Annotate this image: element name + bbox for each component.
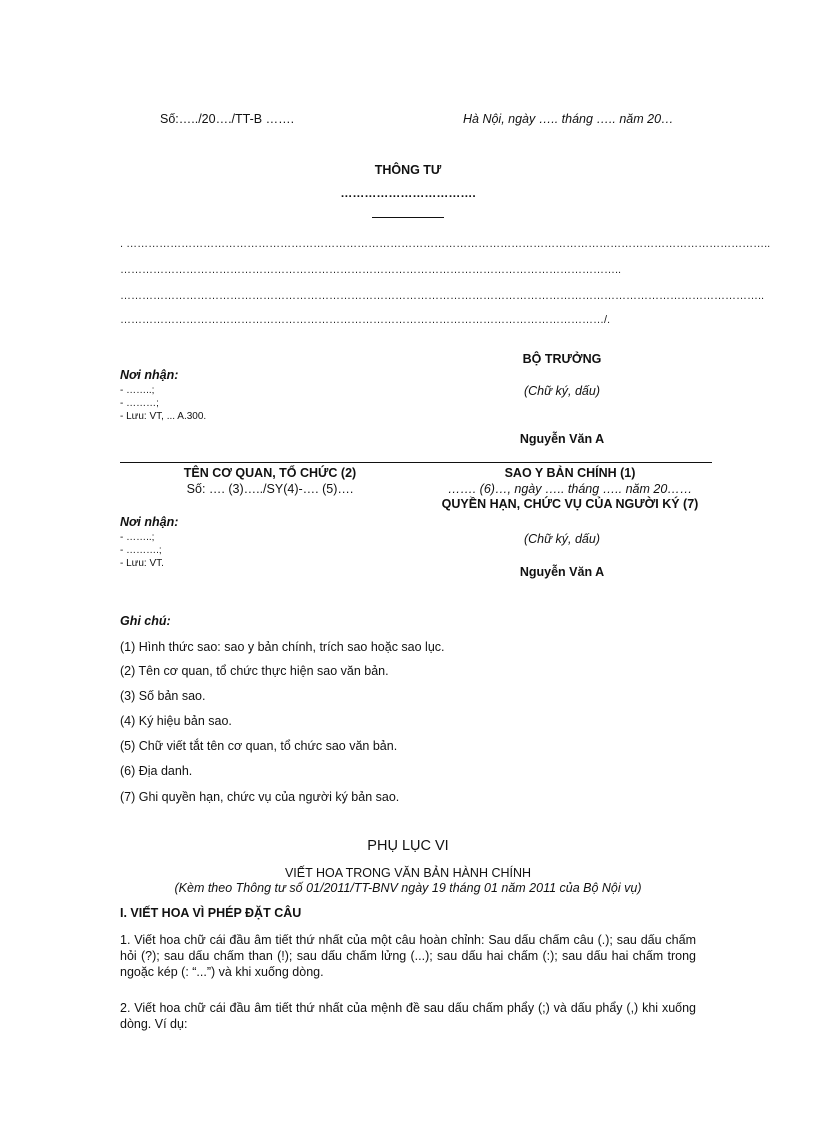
section-divider [120,462,712,463]
note-item: (6) Địa danh. [120,764,193,778]
appendix-paragraph-1: 1. Viết hoa chữ cái đầu âm tiết thứ nhất của một câu hoàn chỉnh: Sau dấu chấm câu (.); sau dấu chấm hỏi (?); sau dấu chấm than (!); sau dấu chấm lửng (...); sau dấu hai chấm (:); sau dấu hai chấm trong ngoặc kép (: “...”) và khi xuống dòng. [120,933,696,979]
copy-number: Số: …. (3)…../SY(4)-…. (5)…. [186,482,354,496]
recipient-item: - ………; [120,398,159,409]
body-line-3: ………………………………………………………………………………………………………………………………………………………….. [120,290,765,302]
appendix-paragraph-2: 2. Viết hoa chữ cái đầu âm tiết thứ nhất của mệnh đề sau dấu chấm phẩy (;) và dấu phẩy (,) khi xuống dòng. Ví dụ: [120,1001,696,1031]
recipients-label: Nơi nhận: [120,368,179,382]
recipient-item: - ……..; [120,385,155,396]
appendix-reference: (Kèm theo Thông tư số 01/2011/TT-BNV ngày 19 tháng 01 năm 2011 của Bộ Nội vụ) [174,881,642,895]
signer-authority: QUYỀN HẠN, CHỨC VỤ CỦA NGƯỜI KÝ (7) [441,497,699,511]
org-name: TÊN CƠ QUAN, TỔ CHỨC (2) [183,466,357,480]
notes-label: Ghi chú: [120,614,171,628]
subject-dots: ……………………………. [340,186,476,200]
recipient-item: - Lưu: VT, ... A.300. [120,411,207,422]
copy-signer-name: Nguyễn Văn A [519,565,605,579]
copy-place-date: ……. (6)…, ngày ….. tháng ….. năm 20…… [447,482,693,496]
copy-recipient-item: - ……..; [120,532,155,543]
copy-sign-note: (Chữ ký, dấu) [523,532,600,546]
document-number: Số:…../20…./TT-B ……. [160,112,295,126]
copy-recipient-item: - ……….; [120,545,162,556]
title-underline [372,217,444,218]
copy-recipients-label: Nơi nhận: [120,515,179,529]
note-item: (4) Ký hiệu bản sao. [120,714,232,728]
note-item: (3) Số bản sao. [120,689,206,703]
signer-title: BỘ TRƯỞNG [522,352,602,366]
appendix-title: PHỤ LỤC VI [367,838,449,854]
appendix-subtitle: VIẾT HOA TRONG VĂN BẢN HÀNH CHÍNH [284,866,532,880]
copy-type: SAO Y BẢN CHÍNH (1) [504,466,636,480]
document-type-title: THÔNG TƯ [374,163,442,177]
note-item: (7) Ghi quyền hạn, chức vụ của người ký bản sao. [120,790,400,804]
note-item: (5) Chữ viết tắt tên cơ quan, tổ chức sao văn bản. [120,739,398,753]
place-date: Hà Nội, ngày ….. tháng ….. năm 20… [463,112,674,126]
body-line-2: ……………………………………………………………………………………………………………………….. [120,264,622,276]
note-item: (1) Hình thức sao: sao y bản chính, trích sao hoặc sao lục. [120,640,445,654]
body-line-4: ……………………………………………………………………………………………………………………/. [120,314,611,326]
body-line-1: . ………………………………………………………………………………………………………………………………………………………….. [120,238,771,250]
copy-recipient-item: - Lưu: VT. [120,558,164,569]
signer-name: Nguyễn Văn A [519,432,605,446]
section-heading: I. VIẾT HOA VÌ PHÉP ĐẶT CÂU [120,906,302,920]
note-item: (2) Tên cơ quan, tổ chức thực hiện sao văn bản. [120,664,389,678]
sign-note: (Chữ ký, dấu) [523,384,600,398]
